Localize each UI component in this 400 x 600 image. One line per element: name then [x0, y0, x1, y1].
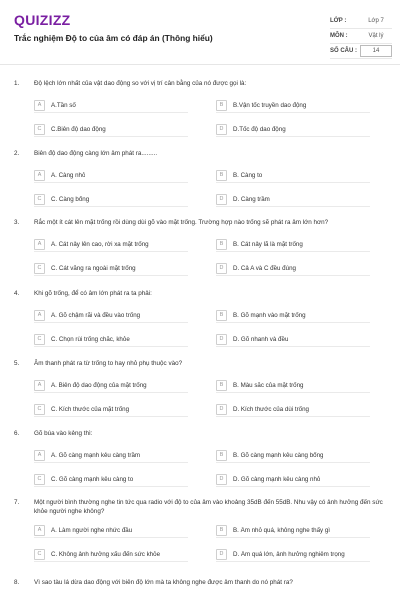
option-text: A. Cát nảy lên cao, rời xa mặt trống [51, 240, 149, 248]
answer-option-c[interactable] [34, 261, 188, 276]
question-5 [14, 359, 386, 413]
option-letter-box: B [216, 450, 227, 461]
answer-option-c[interactable] [34, 192, 188, 207]
question-number: 1. [14, 80, 20, 87]
answer-option-a[interactable] [34, 98, 188, 113]
option-letter-box: B [216, 380, 227, 391]
answer-option-a[interactable] [34, 308, 188, 323]
question-number: 7. [14, 499, 20, 506]
answer-option-a[interactable] [34, 448, 188, 463]
answer-option-b[interactable] [216, 448, 370, 463]
option-letter-box: A [34, 239, 45, 250]
option-text: C. Cát văng ra ngoài mặt trống [51, 264, 136, 272]
option-letter-box: A [34, 380, 45, 391]
option-text: D.Tốc độ dao động [233, 125, 286, 133]
meta-class-label: LỚP : [330, 18, 347, 24]
question-text: Biên độ dao động càng lớn âm phát ra......... [34, 150, 158, 157]
answer-option-c[interactable] [34, 547, 188, 562]
answer-option-b[interactable] [216, 237, 370, 252]
meta-class-value: Lớp 7 [368, 18, 384, 24]
option-letter-box: D [216, 194, 227, 205]
option-letter-box: C [34, 334, 45, 345]
question-1 [14, 79, 386, 133]
question-number: 2. [14, 150, 20, 157]
answer-option-d[interactable] [216, 261, 370, 276]
meta-subject [330, 29, 392, 44]
quizizz-logo: QUIZIZZ [14, 12, 71, 28]
option-letter-box: D [216, 474, 227, 485]
option-letter-box: D [216, 549, 227, 560]
option-text: B. Màu sắc của mặt trống [233, 381, 304, 389]
answer-option-a[interactable] [34, 237, 188, 252]
option-text: A.Tần số [51, 101, 76, 109]
answer-option-a[interactable] [34, 168, 188, 183]
option-text: C. Gõ càng mạnh kêu càng to [51, 475, 134, 483]
question-number: 8. [14, 579, 20, 586]
option-text: D. Kích thước của dùi trống [233, 405, 309, 413]
answer-option-c[interactable] [34, 402, 188, 417]
option-letter-box: D [216, 124, 227, 135]
question-header [14, 359, 386, 368]
meta-subject-value: Vật lý [368, 33, 384, 39]
question-text: Vì sao tàu lá dừa dao động với biên độ lớn mà ta không nghe được âm thanh do nó phát ra? [34, 579, 293, 586]
answer-option-b[interactable] [216, 168, 370, 183]
option-letter-box: B [216, 525, 227, 536]
option-text: D. Càng trầm [233, 195, 270, 203]
option-text: D. Cả A và C đều đúng [233, 264, 296, 272]
answer-option-d[interactable] [216, 402, 370, 417]
answer-option-b[interactable] [216, 523, 370, 538]
option-text: A. Gõ chậm rãi và đều vào trống [51, 311, 141, 319]
option-text: B. Càng to [233, 171, 263, 179]
answer-option-c[interactable] [34, 122, 188, 137]
answer-option-a[interactable] [34, 523, 188, 538]
option-letter-box: D [216, 263, 227, 274]
option-letter-box: C [34, 549, 45, 560]
option-letter-box: B [216, 100, 227, 111]
worksheet-meta [330, 14, 392, 59]
question-header [14, 578, 386, 587]
option-text: B. Gõ mạnh vào mặt trống [233, 311, 306, 319]
answer-option-d[interactable] [216, 332, 370, 347]
question-text: Độ lệch lớn nhất của vật dao động so với vị trí cân bằng của nó được gọi là: [34, 80, 247, 87]
option-letter-box: C [34, 404, 45, 415]
option-text: B.Vận tốc truyền dao động [233, 101, 307, 109]
option-text: A. Biên độ dao động của mặt trống [51, 381, 147, 389]
option-letter-box: D [216, 334, 227, 345]
answer-option-d[interactable] [216, 547, 370, 562]
option-letter-box: D [216, 404, 227, 415]
option-letter-box: A [34, 450, 45, 461]
question-number: 5. [14, 360, 20, 367]
option-text: B. Âm nhỏ quá, không nghe thấy gì [233, 526, 331, 534]
meta-count-value: 14 [360, 45, 392, 57]
question-header [14, 429, 386, 438]
option-letter-box: A [34, 525, 45, 536]
option-text: D. Gõ càng mạnh kêu càng nhỏ [233, 475, 321, 483]
answer-option-d[interactable] [216, 472, 370, 487]
option-text: A. Làm người nghe nhức đầu [51, 526, 133, 534]
question-3 [14, 218, 386, 272]
answer-option-b[interactable] [216, 308, 370, 323]
question-header [14, 79, 386, 88]
answer-option-c[interactable] [34, 332, 188, 347]
option-text: C. Càng bổng [51, 195, 90, 203]
question-number: 3. [14, 219, 20, 226]
option-letter-box: A [34, 100, 45, 111]
option-letter-box: A [34, 170, 45, 181]
option-letter-box: B [216, 310, 227, 321]
question-text: Khi gõ trống, để có âm lớn phát ra ta phải: [34, 290, 152, 297]
meta-subject-label: MÔN : [330, 33, 348, 39]
option-text: C.Biên độ dao động [51, 125, 106, 133]
option-text: B. Cát nảy lã là mặt trống [233, 240, 303, 248]
question-header [14, 289, 386, 298]
header-divider [0, 64, 400, 65]
answer-option-b[interactable] [216, 378, 370, 393]
question-text: Gõ búa vào kẻng thì: [34, 430, 93, 437]
meta-class [330, 14, 392, 29]
option-text: C. Chọn rùi trống chắc, khỏe [51, 335, 130, 343]
question-8 [14, 578, 386, 587]
question-7 [14, 498, 386, 558]
answer-option-b[interactable] [216, 98, 370, 113]
option-text: D. Gõ nhanh và đều [233, 335, 289, 343]
option-letter-box: C [34, 263, 45, 274]
option-letter-box: B [216, 239, 227, 250]
question-header [14, 498, 386, 516]
option-letter-box: C [34, 474, 45, 485]
question-number: 4. [14, 290, 20, 297]
question-text: Rắc một ít cát lên mặt trống rồi dùng dùi gõ vào mặt trống. Trường hợp nào trống sẽ phát ra âm lớn hơn? [34, 219, 329, 226]
option-text: C. Không ảnh hưởng xấu đến sức khỏe [51, 550, 161, 558]
answer-option-d[interactable] [216, 192, 370, 207]
option-letter-box: C [34, 124, 45, 135]
meta-count-label: SỐ CÂU : [330, 48, 357, 54]
question-2 [14, 149, 386, 203]
question-text: Một người bình thường nghe tin tức qua radio với độ to của âm vào khoảng 35dB đến 55dB. Nhu vậy có ảnh hưởng đến sức khỏe người nghe không? [34, 499, 383, 515]
question-header [14, 218, 386, 227]
option-letter-box: A [34, 310, 45, 321]
option-text: C. Kích thước của mặt trống [51, 405, 130, 413]
question-header [14, 149, 386, 158]
option-text: D. Âm quá lớn, ảnh hưởng nghiêm trọng [233, 550, 345, 558]
option-text: A. Gõ càng mạnh kẻu càng trầm [51, 451, 141, 459]
meta-count [330, 44, 392, 59]
question-text: Âm thanh phát ra từ trống to hay nhỏ phụ thuộc vào? [34, 360, 183, 367]
page-title: Trắc nghiệm Độ to của âm có đáp án (Thông hiểu) [14, 33, 213, 43]
option-text: B. Gõ càng mạnh kêu càng bổng [233, 451, 324, 459]
option-letter-box: B [216, 170, 227, 181]
option-text: A. Càng nhỏ [51, 171, 86, 179]
question-number: 6. [14, 430, 20, 437]
option-letter-box: C [34, 194, 45, 205]
answer-option-d[interactable] [216, 122, 370, 137]
answer-option-a[interactable] [34, 378, 188, 393]
question-6 [14, 429, 386, 483]
question-4 [14, 289, 386, 343]
answer-option-c[interactable] [34, 472, 188, 487]
